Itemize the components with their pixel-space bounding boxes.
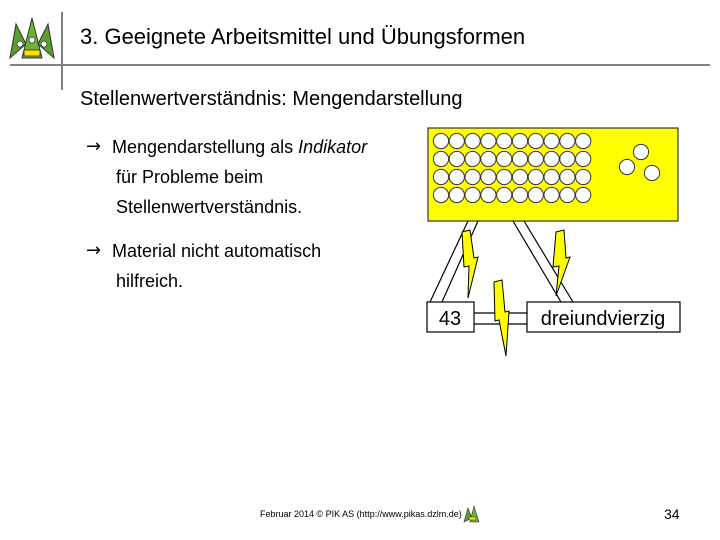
unit-circle xyxy=(528,187,543,202)
unit-circle xyxy=(512,151,527,166)
unit-circle xyxy=(433,169,448,184)
unit-circle xyxy=(560,151,575,166)
unit-circle xyxy=(633,144,648,159)
number-box-label: 43 xyxy=(438,308,462,330)
footer-copyright: Februar 2014 © PIK AS (http://www.pikas.dzlm.de) xyxy=(260,509,462,519)
unit-circle xyxy=(619,159,634,174)
unit-circle xyxy=(576,169,591,184)
unit-circle xyxy=(481,187,496,202)
unit-circle xyxy=(644,165,659,180)
unit-circle xyxy=(481,169,496,184)
unit-circle xyxy=(465,169,480,184)
bullet-line: Material nicht automatisch xyxy=(112,241,322,261)
unit-circle xyxy=(497,169,512,184)
unit-circle xyxy=(576,133,591,148)
unit-circle xyxy=(544,133,559,148)
unit-circle xyxy=(512,169,527,184)
lightning-icon xyxy=(494,280,509,356)
lightning-icon xyxy=(553,230,570,296)
unit-circle xyxy=(433,133,448,148)
bullet-text: Mengendarstellung als xyxy=(112,137,299,157)
unit-circle xyxy=(481,151,496,166)
unit-circle xyxy=(528,133,543,148)
unit-circle xyxy=(497,133,512,148)
unit-circle xyxy=(576,187,591,202)
unit-circle xyxy=(528,151,543,166)
unit-circle xyxy=(465,187,480,202)
unit-circle xyxy=(544,151,559,166)
unit-circle xyxy=(544,187,559,202)
unit-circle xyxy=(449,169,464,184)
unit-circle xyxy=(560,187,575,202)
unit-circle xyxy=(512,187,527,202)
arrow-right-icon: → xyxy=(86,136,102,157)
unit-circle xyxy=(433,187,448,202)
bullet-line: hilfreich. xyxy=(116,271,184,291)
unit-circle xyxy=(449,133,464,148)
unit-circle xyxy=(497,187,512,202)
unit-circle xyxy=(512,133,527,148)
slide-subtitle: Stellenwertverständnis: Mengendarstellung xyxy=(80,88,463,110)
bullet-line: Stellenwertverständnis. xyxy=(116,197,303,217)
unit-circle xyxy=(560,169,575,184)
unit-circle xyxy=(576,151,591,166)
unit-circle xyxy=(465,151,480,166)
arrow-right-icon: → xyxy=(86,240,102,261)
unit-circle xyxy=(544,169,559,184)
unit-circle xyxy=(449,187,464,202)
word-box-label: dreiundvierzig xyxy=(540,308,666,330)
bullet-line: für Probleme beim xyxy=(116,167,264,187)
unit-circle xyxy=(433,151,448,166)
unit-circle xyxy=(528,169,543,184)
unit-circle xyxy=(481,133,496,148)
unit-circle xyxy=(449,151,464,166)
unit-circle xyxy=(560,133,575,148)
unit-circle xyxy=(497,151,512,166)
lightning-icon xyxy=(462,230,478,298)
slide-title: 3. Geeignete Arbeitsmittel und Übungsformen xyxy=(80,24,526,49)
unit-circle xyxy=(465,133,480,148)
bullet-emphasis: Indikator xyxy=(298,137,368,157)
page-number: 34 xyxy=(664,506,680,522)
pikas-small-logo xyxy=(462,504,482,524)
